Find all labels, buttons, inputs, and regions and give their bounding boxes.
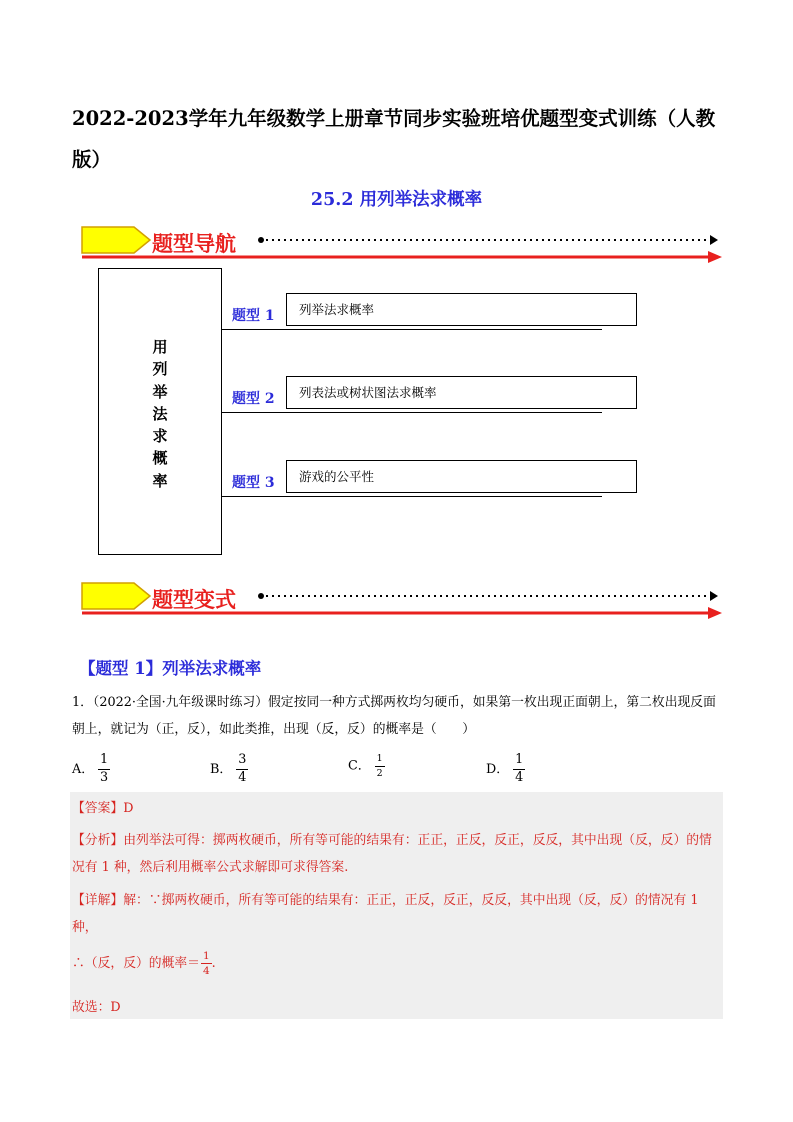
outline-item-2-label: 题型 2 [232,391,275,407]
option-d-letter: D． [486,761,510,777]
option-c-fraction [375,754,385,778]
option-d[interactable] [486,754,525,794]
banner-nav-end-arrow-icon [710,235,718,245]
option-b-denominator: 4 [238,769,247,785]
conclusion-line [72,950,722,977]
banner-nav-dot-icon [258,237,264,243]
answer-value: D [123,801,134,816]
option-c-letter: C． [348,758,371,774]
outline-item-1-box [286,293,637,326]
option-c-denominator: 2 [376,767,383,779]
option-d-denominator: 4 [515,769,524,785]
option-c-numerator: 1 [375,754,385,767]
conclusion-prefix: ∴（反，反）的概率＝ [72,956,200,971]
option-a-denominator: 3 [100,769,109,785]
banner-variant-end-arrow-icon [710,591,718,601]
outline-item-2-title: 列表法或树状图法求概率 [299,385,437,400]
banner-nav-label: 题型导航 [152,231,236,256]
conclusion-denominator: 4 [202,965,210,977]
answer-tag: 【答案】 [72,801,124,816]
outline-item-1-title: 列举法求概率 [299,302,375,317]
outline-item-3-title: 游戏的公平性 [299,469,375,484]
option-b[interactable] [210,754,248,794]
outline-item-3-box [286,460,637,493]
option-b-fraction [236,754,248,785]
question-text: 1．（2022·全国·九年级课时练习）假定按同一种方式掷两枚均匀硬币，如果第一枚出现正面朝上，第二枚出现反面朝上，就记为（正，反），如此类推，出现（反，反）的概率是（ ） [72,695,716,737]
detail-line [72,887,722,941]
option-b-letter: B． [210,761,233,777]
outline-item-1-label: 题型 1 [232,308,275,324]
outline-item-1-line [222,329,602,330]
banner-nav-arrow-icon [82,227,150,253]
banner-variant-label: 题型变式 [152,587,236,612]
option-c[interactable] [348,754,385,794]
outline-center-text: 用 列 举 法 求 概 率 [152,338,168,490]
final-choice: 故选：D [72,1000,121,1015]
analysis-text: 由列举法可得：掷两枚硬币，所有等可能的结果有：正正，正反，反正，反反，其中出现（反，反）的情况有 1 种，然后利用概率公式求解即可求得答案. [72,833,712,875]
conclusion-suffix: . [211,956,216,971]
banner-nav-red-arrow-icon [708,251,722,263]
detail-tag: 【详解】 [72,893,124,908]
outline-item-3-label: 题型 3 [232,475,275,491]
analysis-tag: 【分析】 [72,833,124,848]
section-heading: 【题型 1】列举法求概率 [79,659,262,678]
banner-variant-dot-icon [258,593,264,599]
detail-text: 解：∵掷两枚硬币，所有等可能的结果有：正正，正反，反正，反反，其中出现（反，反）的情况有 1 种， [72,893,699,935]
document-title: 2022-2023学年九年级数学上册章节同步实验班培优题型变式训练（人教版） [72,107,716,171]
analysis-line [72,827,722,881]
section-title: 25.2 用列举法求概率 [310,190,483,210]
option-a-fraction [98,754,110,785]
option-d-fraction [513,754,525,785]
outline-item-2-box [286,376,637,409]
conclusion-fraction [201,951,212,977]
option-a[interactable] [72,754,110,794]
outline-item-3-line [222,496,602,497]
option-a-letter: A． [72,761,95,777]
option-d-numerator: 1 [513,754,525,770]
banner-variant-arrow-icon [82,583,150,609]
option-b-numerator: 3 [236,754,248,770]
conclusion-numerator: 1 [201,951,212,965]
banner-variant-red-arrow-icon [708,607,722,619]
outline-item-2-line [222,412,602,413]
option-a-numerator: 1 [98,754,110,770]
answer-line [72,795,722,822]
